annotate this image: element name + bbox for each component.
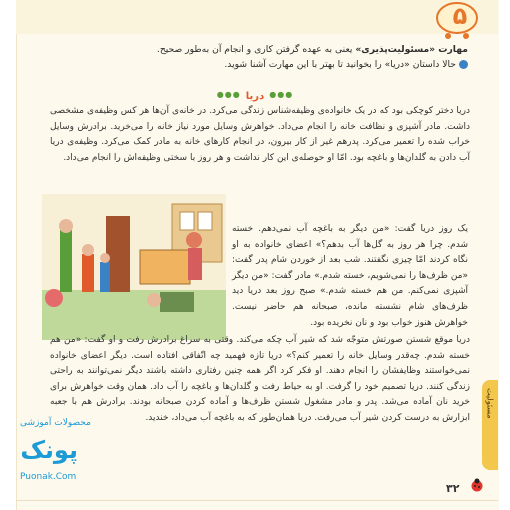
page-number: ۳۲ [446, 482, 460, 495]
story-paragraph-3: دریا موقع شستن صورتش متوجّه شد که شیر آب چکه می‌کند. وقتی به سراغ برادرش رفت و او گفت: «من هم خسته شدم. چه‌قدر وسایل خانه را تعمیر کنم؟» دریا تازه فهمید چه اتّفاقی افتاده است. دیگر اعضای خانواده نمی‌خواستند وظایفشان را انجام دهند. او فکر کرد اگر همه چنین رفتاری داشته باشند دیگر نمی‌توانند به راحتی زندگی کنند. دریا تصمیم خود را گرفت. او به حیاط رفت و گلدان‌ها و باغچه را آب داد. همان وقت خواهرش برای خرید نان آماده می‌شد. پدر و مادر مشغول شستن ظرف‌ها و آماده کردن صبحانه بودند. برادرش هم با جعبه ابزارش به درست کردن شیر آب می‌رفت. دریا همان‌طور که به باغچه آب می‌داد، خندید. [50, 335, 470, 423]
page-bottom-edge [16, 500, 498, 501]
story-paragraph-2: یک روز دریا گفت: «من دیگر به باغچه آب نمی‌دهم. خسته شدم. چرا هر روز به گل‌ها آب بدهم؟» اعضای خانواده به او نگاه کردند امّا چیزی نگفتند. شب بعد از خوردن شام پدر گفت: «من ظرف‌ها را نمی‌شویم، خسته شدم.» مادر گفت: «من دیگر آشپزی نمی‌کنم. من هم خسته شدم.» صبح روز بعد دریا دید ظرف‌های شام نشسته مانده، صبحانه هم حاضر نیست. خواهرش هنوز خواب بود و نان نخریده بود. [232, 224, 468, 328]
skill-term: مهارت «مسئولیت‌پذیری» [355, 44, 468, 55]
intro-line [150, 42, 468, 57]
story-title-row [200, 84, 310, 100]
dots-decoration-icon: ●●● [216, 90, 241, 99]
dots-decoration-icon: ●●● [269, 90, 294, 99]
watermark-tagline: محصولات آموزشی [20, 418, 91, 428]
lesson-number: ۵ [452, 2, 468, 30]
intro-instruction-line [150, 57, 468, 72]
intro-instruction: حالا داستان «دریا» را بخوانید تا بهتر با این مهارت آشنا شوید. [224, 59, 456, 70]
side-tab [482, 380, 498, 470]
side-tab-label: مسئولیت [485, 388, 495, 419]
skill-definition: یعنی به عهده گرفتن کاری و انجام آن به‌طور صحیح. [156, 44, 356, 55]
intro-block [150, 42, 468, 72]
story-title: دریا [245, 91, 265, 102]
watermark-logo [18, 432, 78, 468]
ladybug-icon [470, 478, 484, 492]
watermark-logo-text: پونک [20, 436, 78, 464]
story-paragraph-1: دریا دختر کوچکی بود که در یک خانواده‌ی وظیفه‌شناس زندگی می‌کرد. در خانه‌ی آن‌ها هر کس وظیفه‌ی مشخصی داشت. مادر آشپزی و نظافت خانه را انجام می‌داد. خواهرش وسایل مورد نیاز خانه را می‌خرید. برادرش وسایل خراب شده را تعمیر می‌کرد. پدرهم غیر از کار بیرون، در انجام کارهای خانه به مادر کمک می‌کرد. وظیفه‌ی دریا آب دادن به گلدان‌ها و باغچه بود. امّا او حوصله‌ی این کار نداشت و هر روز با سختی وظیفه‌اش را انجام می‌داد. [50, 106, 470, 163]
family-chores-illustration [42, 194, 226, 340]
top-band [16, 0, 498, 34]
info-icon [459, 60, 468, 69]
watermark-url: Puonak.Com [20, 472, 77, 482]
